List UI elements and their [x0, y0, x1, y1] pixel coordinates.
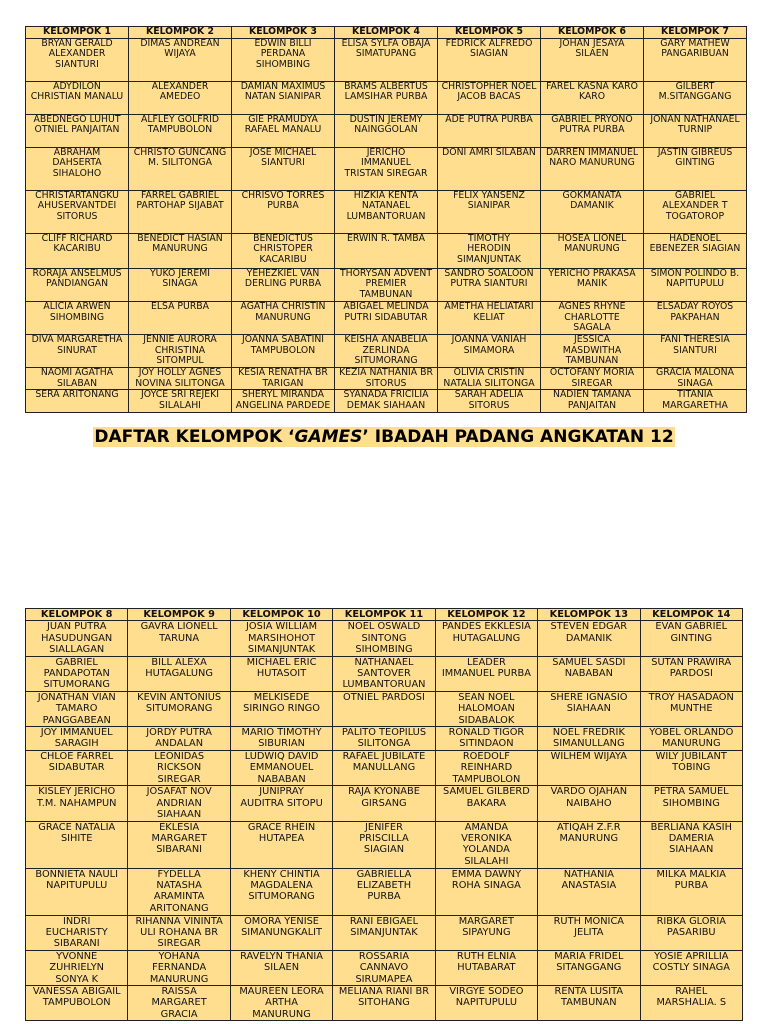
table-row	[26, 334, 747, 367]
member-name-cell: HIZKIA KENTA NATANAEL LUMBANTORUAN	[335, 190, 438, 233]
member-name-cell: ALFLEY GOLFRID TAMPUBOLON	[129, 114, 232, 147]
member-name-cell: SHERYL MIRANDA ANGELINA PARDEDE	[232, 390, 335, 412]
table-row	[26, 38, 747, 81]
member-name-cell: NOEL OSWALD SINTONG SIHOMBING	[333, 621, 435, 656]
member-name-cell: RUTH ELNIA HUTABARAT	[435, 950, 537, 985]
table-row	[26, 233, 747, 268]
member-name-cell: GABRIELLA ELIZABETH PURBA	[333, 868, 435, 915]
member-name-cell: GARY MATHEW PANGARIBUAN	[644, 38, 747, 81]
member-name-cell: YOHANA FERNANDA MANURUNG	[128, 950, 230, 985]
title-after: ’ IBADAH PADANG ANGKATAN 12	[362, 427, 674, 447]
member-name-cell: EMMA DAWNY ROHA SINAGA	[435, 868, 537, 915]
member-name-cell: INDRI EUCHARISTY SIBARANI	[26, 915, 128, 950]
table-row	[26, 691, 743, 726]
member-name-cell: YVONNE ZUHRIELYN SONYA K	[26, 950, 128, 985]
member-name-cell: JOSAFAT NOV ANDRIAN SIAHAAN	[128, 786, 230, 821]
group-header: KELOMPOK 8	[26, 609, 128, 621]
member-name-cell: OTNIEL PARDOSI	[333, 691, 435, 726]
group-table-2	[25, 608, 743, 1021]
member-name-cell: EDWIN BILLI PERDANA SIHOMBING	[232, 38, 335, 81]
member-name-cell: ALICIA ARWEN SIHOMBING	[26, 301, 129, 334]
member-name-cell: WILHEM WIJAYA	[538, 751, 640, 786]
member-name-cell: OCTOFANY MORIA SIREGAR	[541, 368, 644, 390]
member-name-cell: SHERE IGNASIO SIAHAAN	[538, 691, 640, 726]
member-name-cell: SIMON POLINDO B. NAPITUPULU	[644, 268, 747, 301]
member-name-cell: AMETHA HELIATARI KELIAT	[438, 301, 541, 334]
member-name-cell: MELKISEDE SIRINGO RINGO	[230, 691, 332, 726]
group-header: KELOMPOK 5	[438, 27, 541, 39]
group-header: KELOMPOK 10	[230, 609, 332, 621]
member-name-cell: DAMIAN MAXIMUS NATAN SIANIPAR	[232, 81, 335, 114]
member-name-cell: EVAN GABRIEL GINTING	[640, 621, 742, 656]
member-name-cell: GABRIEL PANDAPOTAN SITUMORANG	[26, 656, 128, 691]
group-header: KELOMPOK 1	[26, 27, 129, 39]
table-row	[26, 656, 743, 691]
member-name-cell: RAVELYN THANIA SILAEN	[230, 950, 332, 985]
member-name-cell: RAFAEL JUBILATE MANULLANG	[333, 751, 435, 786]
member-name-cell: GIE PRAMUDYA RAFAEL MANALU	[232, 114, 335, 147]
group-header: KELOMPOK 7	[644, 27, 747, 39]
group-table-1	[25, 26, 747, 413]
member-name-cell: BERLIANA KASIH DAMERIA SIAHAAN	[640, 821, 742, 868]
member-name-cell: SANDRO SOALOON PUTRA SIANTURI	[438, 268, 541, 301]
table-row	[26, 190, 747, 233]
group-header: KELOMPOK 11	[333, 609, 435, 621]
member-name-cell: FARREL GABRIEL PARTOHAP SIJABAT	[129, 190, 232, 233]
member-name-cell: VIRGYE SODEO NAPITUPULU	[435, 985, 537, 1020]
member-name-cell: MILKA MALKIA PURBA	[640, 868, 742, 915]
member-name-cell: GRACE NATALIA SIHITE	[26, 821, 128, 868]
member-name-cell: RANI EBIGAEL SIMANJUNTAK	[333, 915, 435, 950]
member-name-cell: JENNIE AURORA CHRISTINA SITOMPUL	[129, 334, 232, 367]
table-row	[26, 114, 747, 147]
group-header: KELOMPOK 6	[541, 27, 644, 39]
member-name-cell: CHRISTO GUNCANG M. SILITONGA	[129, 147, 232, 190]
member-name-cell: YERICHO PRAKASA MANIK	[541, 268, 644, 301]
member-name-cell: SARAH ADELIA SITORUS	[438, 390, 541, 412]
member-name-cell: JOY HOLLY AGNES NOVINA SILITONGA	[129, 368, 232, 390]
member-name-cell: LEADER IMMANUEL PURBA	[435, 656, 537, 691]
member-name-cell: YUKO JEREMI SINAGA	[129, 268, 232, 301]
member-name-cell: BRAMS ALBERTUS LAMSIHAR PURBA	[335, 81, 438, 114]
member-name-cell: ABEDNEGO LUHUT OTNIEL PANJAITAN	[26, 114, 129, 147]
member-name-cell: JOSIA WILLIAM MARSIHOHOT SIMANJUNTAK	[230, 621, 332, 656]
member-name-cell: RAISSA MARGARET GRACIA	[128, 985, 230, 1020]
member-name-cell: DUSTIN JEREMY NAINGGOLAN	[335, 114, 438, 147]
member-name-cell: ADE PUTRA PURBA	[438, 114, 541, 147]
table-row	[26, 390, 747, 412]
member-name-cell: SYANADA FRICILIA DEMAK SIAHAAN	[335, 390, 438, 412]
member-name-cell: CHRISTOPHER NOEL JACOB BACAS	[438, 81, 541, 114]
member-name-cell: SEAN NOEL HALOMOAN SIDABALOK	[435, 691, 537, 726]
member-name-cell: JUAN PUTRA HASUDUNGAN SIALLAGAN	[26, 621, 128, 656]
table-row	[26, 985, 743, 1020]
member-name-cell: DONI AMRI SILABAN	[438, 147, 541, 190]
member-name-cell: RUTH MONICA JELITA	[538, 915, 640, 950]
group-header: KELOMPOK 9	[128, 609, 230, 621]
member-name-cell: FYDELLA NATASHA ARAMINTA ARITONANG	[128, 868, 230, 915]
group-header: KELOMPOK 13	[538, 609, 640, 621]
member-name-cell: TIMOTHY HERODIN SIMANJUNTAK	[438, 233, 541, 268]
member-name-cell: LEONIDAS RICKSON SIREGAR	[128, 751, 230, 786]
table-row	[26, 301, 747, 334]
member-name-cell: GRACIA MALONA SINAGA	[644, 368, 747, 390]
member-name-cell: PANDES EKKLESIA HUTAGALUNG	[435, 621, 537, 656]
member-name-cell: JESSICA MASDWITHA TAMBUNAN	[541, 334, 644, 367]
member-name-cell: KEZIA NATHANIA BR SITORUS	[335, 368, 438, 390]
member-name-cell: BENEDICTUS CHRISTOPER KACARIBU	[232, 233, 335, 268]
member-name-cell: YOSIE APRILLIA COSTLY SINAGA	[640, 950, 742, 985]
member-name-cell: THORYSAN ADVENT PREMIER TAMBUNAN	[335, 268, 438, 301]
member-name-cell: YEHEZKIEL VAN DERLING PURBA	[232, 268, 335, 301]
member-name-cell: BENEDICT HASIAN MANURUNG	[129, 233, 232, 268]
table-row	[26, 821, 743, 868]
member-name-cell: JERICHO IMMANUEL TRISTAN SIREGAR	[335, 147, 438, 190]
member-name-cell: FANI THERESIA SIANTURI	[644, 334, 747, 367]
member-name-cell: RORAJA ANSELMUS PANDIANGAN	[26, 268, 129, 301]
member-name-cell: ERWIN R. TAMBA	[335, 233, 438, 268]
member-name-cell: GABRIEL PRYONO PUTRA PURBA	[541, 114, 644, 147]
title-italic: GAMES	[294, 427, 363, 447]
member-name-cell: KHENY CHINTIA MAGDALENA SITUMORANG	[230, 868, 332, 915]
title-highlight	[93, 427, 674, 447]
member-name-cell: BILL ALEXA HUTAGALUNG	[128, 656, 230, 691]
member-name-cell: JONAN NATHANAEL TURNIP	[644, 114, 747, 147]
member-name-cell: HOSEA LIONEL MANURUNG	[541, 233, 644, 268]
member-name-cell: KEISHA ANABELIA ZERLINDA SITUMORANG	[335, 334, 438, 367]
header-row	[26, 609, 743, 621]
member-name-cell: JOHAN JESAYA SILAEN	[541, 38, 644, 81]
member-name-cell: JOANNA SABATINI TAMPUBOLON	[232, 334, 335, 367]
group-header: KELOMPOK 3	[232, 27, 335, 39]
member-name-cell: DIVA MARGARETHA SINURAT	[26, 334, 129, 367]
member-name-cell: BONNIETA NAULI NAPITUPULU	[26, 868, 128, 915]
member-name-cell: AGATHA CHRISTIN MANURUNG	[232, 301, 335, 334]
member-name-cell: RONALD TIGOR SITINDAON	[435, 727, 537, 751]
member-name-cell: ATIQAH Z.F.R MANURUNG	[538, 821, 640, 868]
member-name-cell: JASTIN GIBREUS GINTING	[644, 147, 747, 190]
member-name-cell: MELIANA RIANI BR SITOHANG	[333, 985, 435, 1020]
table-row	[26, 81, 747, 114]
member-name-cell: RENTA LUSITA TAMBUNAN	[538, 985, 640, 1020]
member-name-cell: GAVRA LIONELL TARUNA	[128, 621, 230, 656]
member-name-cell: KEVIN ANTONIUS SITUMORANG	[128, 691, 230, 726]
member-name-cell: ALEXANDER AMEDEO	[129, 81, 232, 114]
member-name-cell: CHLOE FARREL SIDABUTAR	[26, 751, 128, 786]
table-row	[26, 268, 747, 301]
table-row	[26, 751, 743, 786]
member-name-cell: CLIFF RICHARD KACARIBU	[26, 233, 129, 268]
member-name-cell: PALITO TEOPILUS SILITONGA	[333, 727, 435, 751]
table-row	[26, 786, 743, 821]
member-name-cell: NAOMI AGATHA SILABAN	[26, 368, 129, 390]
member-name-cell: FEDRICK ALFREDO SIAGIAN	[438, 38, 541, 81]
member-name-cell: RIHANNA VININTA ULI ROHANA BR SIREGAR	[128, 915, 230, 950]
member-name-cell: MARIA FRIDEL SITANGGANG	[538, 950, 640, 985]
member-name-cell: RAJA KYONABE GIRSANG	[333, 786, 435, 821]
member-name-cell: MARGARET SIPAYUNG	[435, 915, 537, 950]
member-name-cell: KESIA RENATHA BR TARIGAN	[232, 368, 335, 390]
member-name-cell: NATHANAEL SANTOVER LUMBANTORUAN	[333, 656, 435, 691]
member-name-cell: EKLESIA MARGARET SIBARANI	[128, 821, 230, 868]
member-name-cell: BRYAN GERALD ALEXANDER SIANTURI	[26, 38, 129, 81]
member-name-cell: TITANIA MARGARETHA	[644, 390, 747, 412]
member-name-cell: DARREN IMMANUEL NARO MANURUNG	[541, 147, 644, 190]
member-name-cell: JOY IMMANUEL SARAGIH	[26, 727, 128, 751]
member-name-cell: ADYDILON CHRISTIAN MANALU	[26, 81, 129, 114]
member-name-cell: GOKMANATA DAMANIK	[541, 190, 644, 233]
member-name-cell: JORDY PUTRA ANDALAN	[128, 727, 230, 751]
member-name-cell: WILY JUBILANT TOBING	[640, 751, 742, 786]
group-header: KELOMPOK 2	[129, 27, 232, 39]
member-name-cell: JENIFER PRISCILLA SIAGIAN	[333, 821, 435, 868]
member-name-cell: LUDWIQ DAVID EMMANOUEL NABABAN	[230, 751, 332, 786]
member-name-cell: AGNES RHYNE CHARLOTTE SAGALA	[541, 301, 644, 334]
member-name-cell: YOBEL ORLANDO MANURUNG	[640, 727, 742, 751]
table-row	[26, 147, 747, 190]
member-name-cell: FELIX YANSENZ SIANIPAR	[438, 190, 541, 233]
member-name-cell: JOSE MICHAEL SIANTURI	[232, 147, 335, 190]
member-name-cell: ELSA PURBA	[129, 301, 232, 334]
member-name-cell: JOANNA VANIAH SIMAMORA	[438, 334, 541, 367]
member-name-cell: TROY HASADAON MUNTHE	[640, 691, 742, 726]
member-name-cell: OMORA YENISE SIMANUNGKALIT	[230, 915, 332, 950]
member-name-cell: VARDO OJAHAN NAIBAHO	[538, 786, 640, 821]
member-name-cell: SERA ARITONANG	[26, 390, 129, 412]
member-name-cell: CHRISTARTANGKU AHUSERVANTDEI SITORUS	[26, 190, 129, 233]
table-row	[26, 727, 743, 751]
member-name-cell: ABRAHAM DAHSERTA SIHALOHO	[26, 147, 129, 190]
member-name-cell: SUTAN PRAWIRA PARDOSI	[640, 656, 742, 691]
member-name-cell: RIBKA GLORIA PASARIBU	[640, 915, 742, 950]
member-name-cell: MAUREEN LEORA ARTHA MANURUNG	[230, 985, 332, 1020]
member-name-cell: GRACE RHEIN HUTAPEA	[230, 821, 332, 868]
group-header: KELOMPOK 12	[435, 609, 537, 621]
member-name-cell: MICHAEL ERIC HUTASOIT	[230, 656, 332, 691]
member-name-cell: JUNIPRAY AUDITRA SITOPU	[230, 786, 332, 821]
member-name-cell: SAMUEL SASDI NABABAN	[538, 656, 640, 691]
member-name-cell: SAMUEL GILBERD BAKARA	[435, 786, 537, 821]
page-title	[0, 426, 768, 448]
member-name-cell: JONATHAN VIAN TAMARO PANGGABEAN	[26, 691, 128, 726]
member-name-cell: GILBERT M.SITANGGANG	[644, 81, 747, 114]
member-name-cell: MARIO TIMOTHY SIBURIAN	[230, 727, 332, 751]
member-name-cell: GABRIEL ALEXANDER T TOGATOROP	[644, 190, 747, 233]
member-name-cell: NATHANIA ANASTASIA	[538, 868, 640, 915]
member-name-cell: AMANDA VERONIKA YOLANDA SILALAHI	[435, 821, 537, 868]
table-row	[26, 950, 743, 985]
member-name-cell: ABIGAEL MELINDA PUTRI SIDABUTAR	[335, 301, 438, 334]
member-name-cell: NADIEN TAMANA PANJAITAN	[541, 390, 644, 412]
table-row	[26, 621, 743, 656]
member-name-cell: ROSSARIA CANNAVO SIRUMAPEA	[333, 950, 435, 985]
member-name-cell: OLIVIA CRISTIN NATALIA SILITONGA	[438, 368, 541, 390]
member-name-cell: ROEDOLF REINHARD TAMPUBOLON	[435, 751, 537, 786]
title-before: DAFTAR KELOMPOK ‘	[94, 427, 295, 447]
member-name-cell: RAHEL MARSHALIA. S	[640, 985, 742, 1020]
member-name-cell: STEVEN EDGAR DAMANIK	[538, 621, 640, 656]
member-name-cell: JOYCE SRI REJEKI SILALAHI	[129, 390, 232, 412]
member-name-cell: NOEL FREDRIK SIMANULLANG	[538, 727, 640, 751]
member-name-cell: DIMAS ANDREAN WIJAYA	[129, 38, 232, 81]
group-header: KELOMPOK 4	[335, 27, 438, 39]
group-header: KELOMPOK 14	[640, 609, 742, 621]
table-row	[26, 868, 743, 915]
member-name-cell: ELSADAY ROYOS PAKPAHAN	[644, 301, 747, 334]
table-row	[26, 368, 747, 390]
member-name-cell: KISLEY JERICHO T.M. NAHAMPUN	[26, 786, 128, 821]
member-name-cell: ELISA SYLFA OBAJA SIMATUPANG	[335, 38, 438, 81]
member-name-cell: HADENOEL EBENEZER SIAGIAN	[644, 233, 747, 268]
member-name-cell: PETRA SAMUEL SIHOMBING	[640, 786, 742, 821]
member-name-cell: VANESSA ABIGAIL TAMPUBOLON	[26, 985, 128, 1020]
member-name-cell: FAREL KASNA KARO KARO	[541, 81, 644, 114]
table-row	[26, 915, 743, 950]
header-row	[26, 27, 747, 39]
member-name-cell: CHRISVO TORRES PURBA	[232, 190, 335, 233]
